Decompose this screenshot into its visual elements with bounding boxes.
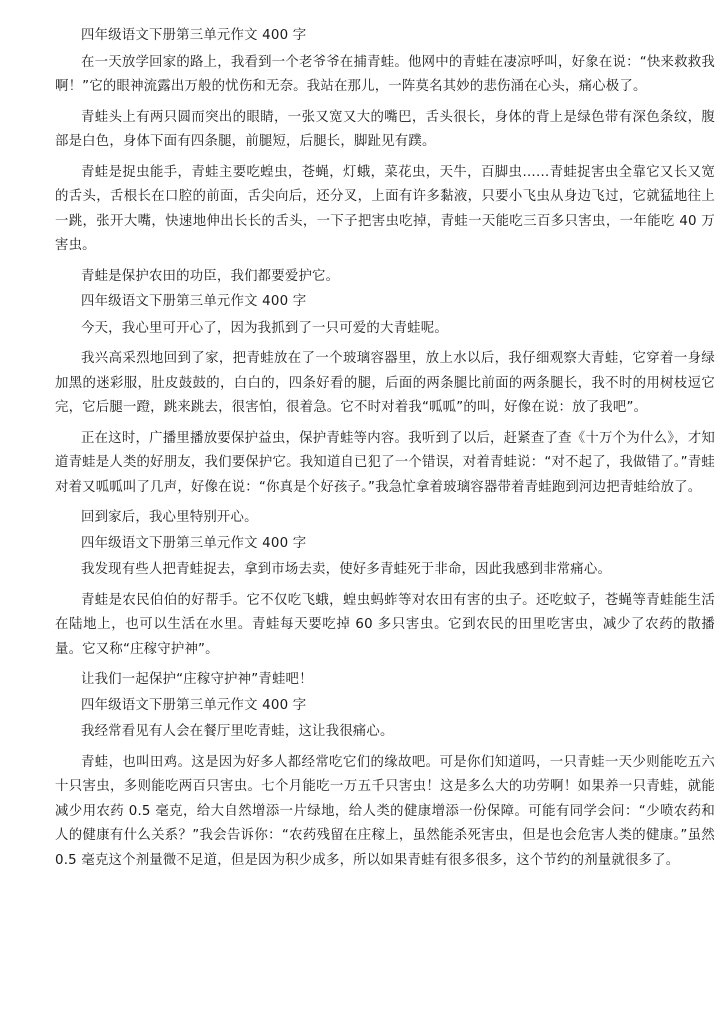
paragraph: 我经常看见有人会在餐厅里吃青蛙，这让我很痛心。 [81,724,394,739]
paragraph: 青蛙是保护农田的功臣，我们都要爱护它。 [81,268,340,284]
paragraph: 青蛙是捉虫能手，青蛙主要吃蝗虫，苍蝇，灯蛾，菜花虫，天牛，百脚虫……青蛙捉害虫全靠它又长又宽的舌头，舌根长在口腔的前面，舌尖向后，还分叉，上面有许多黏液，只要小飞虫从身边飞过，它就猛地往上一跳，张开大嘴，快速地伸出长长的舌头，一下子把害虫吃掉，青蛙一天能吃三百多只害虫，一年能吃 40 万害虫。 [55,164,715,253]
essay-4 [55,694,715,874]
essay-heading: 四年级语文下册第三单元作文 400 字 [81,535,307,551]
paragraph: 我兴高采烈地回到了家，把青蛙放在了一个玻璃容器里，放上水以后，我仔细观察大青蛙，它穿着一身绿加黑的迷彩服，肚皮鼓鼓的，白白的，四条好看的腿，后面的两条腿比前面的两条腿长，我不时的用树枝逗它完，它后腿一蹬，跳来跳去，很害怕，很着急。它不时对着我“呱呱”的叫，好像在说：放了我吧”。 [55,351,715,415]
essay-heading: 四年级语文下册第三单元作文 400 字 [81,697,307,713]
document-page [55,24,715,879]
paragraph: 让我们一起保护“庄稼守护神”青蛙吧！ [81,672,313,687]
essay-heading: 四年级语文下册第三单元作文 400 字 [81,28,307,43]
paragraph: 青蛙，也叫田鸡。这是因为好多人都经常吃它们的缘故吧。可是你们知道吗，一只青蛙一天少则能吃五六十只害虫，多则能吃两百只害虫。七个月能吃一万五千只害虫！这是多么大的功劳啊！如果养一只青蛙，就能减少用农药 0.5 毫克，给大自然增添一片绿地，给人类的健康增添一份保障。可能有同学会问：“少喷农药和人的健康有什么关系？”我会告诉你：“农药残留在庄稼上，虽然能杀死害虫，但是也会危害人类的健康。”虽然 0.5 毫克这个剂量微不足道，但是因为积少成多，所以如果青蛙有很多很多，这个节约的剂量就很多了。 [55,754,715,868]
paragraph: 我发现有些人把青蛙捉去，拿到市场去卖，使好多青蛙死于非命，因此我感到非常痛心。 [81,562,612,577]
essay-2 [55,290,715,531]
paragraph: 回到家后，我心里特别开心。 [81,510,258,525]
paragraph: 在一天放学回家的路上，我看到一个老爷爷在捕青蛙。他网中的青蛙在凄凉呼叫，好象在说：“快来救救我啊！”它的眼神流露出万般的忧伤和无奈。我站在那儿，一阵莫名其妙的悲伤涌在心头，痛心极了。 [55,54,715,94]
essay-3 [55,532,715,693]
essay-1 [55,24,715,289]
essay-heading: 四年级语文下册第三单元作文 400 字 [81,294,307,309]
paragraph: 青蛙头上有两只圆而突出的眼睛，一张又宽又大的嘴巴，舌头很长，身体的背上是绿色带有深色条纹，腹部是白色，身体下面有四条腿，前腿短，后腿长，脚趾见有蹼。 [55,109,715,149]
paragraph: 正在这时，广播里播放要保护益虫，保护青蛙等内容。我听到了以后，赶紧查了查《十万个为什么》，才知道青蛙是人类的好朋友，我们要保护它。我知道自已犯了一个错误，对着青蛙说：“对不起了，我做错了。”青蛙对着又呱呱叫了几声，好像在说：“你真是个好孩子。”我急忙拿着玻璃容器带着青蛙跑到河边把青蛙给放了。 [55,430,715,495]
paragraph: 今天，我心里可开心了，因为我抓到了一只可爱的大青蛙呢。 [81,320,448,336]
paragraph: 青蛙是农民伯伯的好帮手。它不仅吃飞蛾，蝗虫蚂蚱等对农田有害的虫子。还吃蚊子，苍蝇等青蛙能生活在陆地上，也可以生活在水里。青蛙每天要吃掉 60 多只害虫。它到农民的田里吃害虫，减少了农药的散播量。它又称“庄稼守护神”。 [55,592,715,657]
